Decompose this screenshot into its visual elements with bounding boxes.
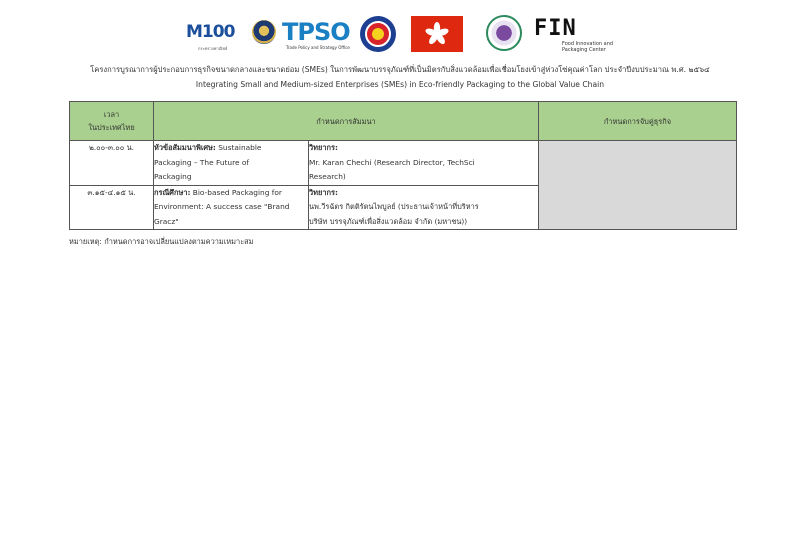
session-topic: กรณีศึกษา: Bio-based Packaging for Environment: A success case "Brand Gracz": [154, 185, 309, 230]
schedule-note: หมายเหตุ: กำหนดการอาจเปลี่ยนแปลงตามความเหมาะสม: [69, 237, 254, 246]
fin-logo-subtext-2: Packaging Center: [562, 47, 606, 53]
m100-logo-text: M100: [186, 22, 235, 42]
m100-logo: [186, 14, 246, 54]
round-emblem-logo: [486, 15, 522, 51]
session-time: ๓.๑๕-๔.๑๕ น.: [70, 185, 154, 230]
fin-logo-text: FIN: [534, 16, 577, 41]
matching-cell: [539, 141, 737, 230]
session-speaker: วิทยากร: นพ.วีรฉัตร กิตติรัตนไพบูลย์ (ประธานเจ้าหน้าที่บริหาร บริษัท บรรจุภัณฑ์เพื่อสิ่งแวดล้อม จำกัด (มหาชน)): [309, 185, 539, 230]
m100-logo-subtext: กระทรวงพาณิชย์: [198, 46, 228, 51]
fin-logo-subtext-1: Food Innovation and: [562, 41, 614, 47]
hong-kong-flag-logo: [411, 16, 463, 52]
seminar-column-header: กำหนดการสัมมนา: [154, 102, 539, 141]
tpso-logo-subtext: Trade Policy and Strategy Office: [286, 45, 350, 50]
table-row: [70, 141, 737, 186]
matching-column-header: กำหนดการจับคู่ธุรกิจ: [539, 102, 737, 141]
session-speaker: วิทยากร: Mr. Karan Chechi (Research Director, TechSci Research): [309, 141, 539, 186]
title-thai: โครงการบูรณาการผู้ประกอบการธุรกิจขนาดกลางและขนาดย่อม (SMEs) ในการพัฒนาบรรจุภัณฑ์ที่เป็นมิตรกับสิ่งแวดล้อมเพื่อเชื่อมโยงเข้าสู่ห่วงโซ่คุณค่าโลก ประจำปีงบประมาณ พ.ศ. ๒๕๖๔: [90, 65, 710, 74]
asean-emblem-logo: [360, 16, 396, 52]
time-column-header: เวลา ในประเทศไทย: [70, 102, 154, 141]
tpso-logo: [282, 14, 352, 54]
session-time: ๒.๐๐-๓.๐๐ น.: [70, 141, 154, 186]
logo-bar: [0, 14, 800, 58]
fin-logo: [534, 14, 614, 54]
schedule-table: [69, 101, 737, 230]
ministry-seal-logo: [252, 20, 276, 44]
table-header-row: [70, 102, 737, 141]
session-topic: หัวข้อสัมมนาพิเศษ: Sustainable Packaging – The Future of Packaging: [154, 141, 309, 186]
tpso-logo-text: TPSO: [282, 18, 350, 46]
title-english: Integrating Small and Medium-sized Enterprises (SMEs) in Eco-friendly Packaging to the Global Value Chain: [195, 80, 605, 89]
